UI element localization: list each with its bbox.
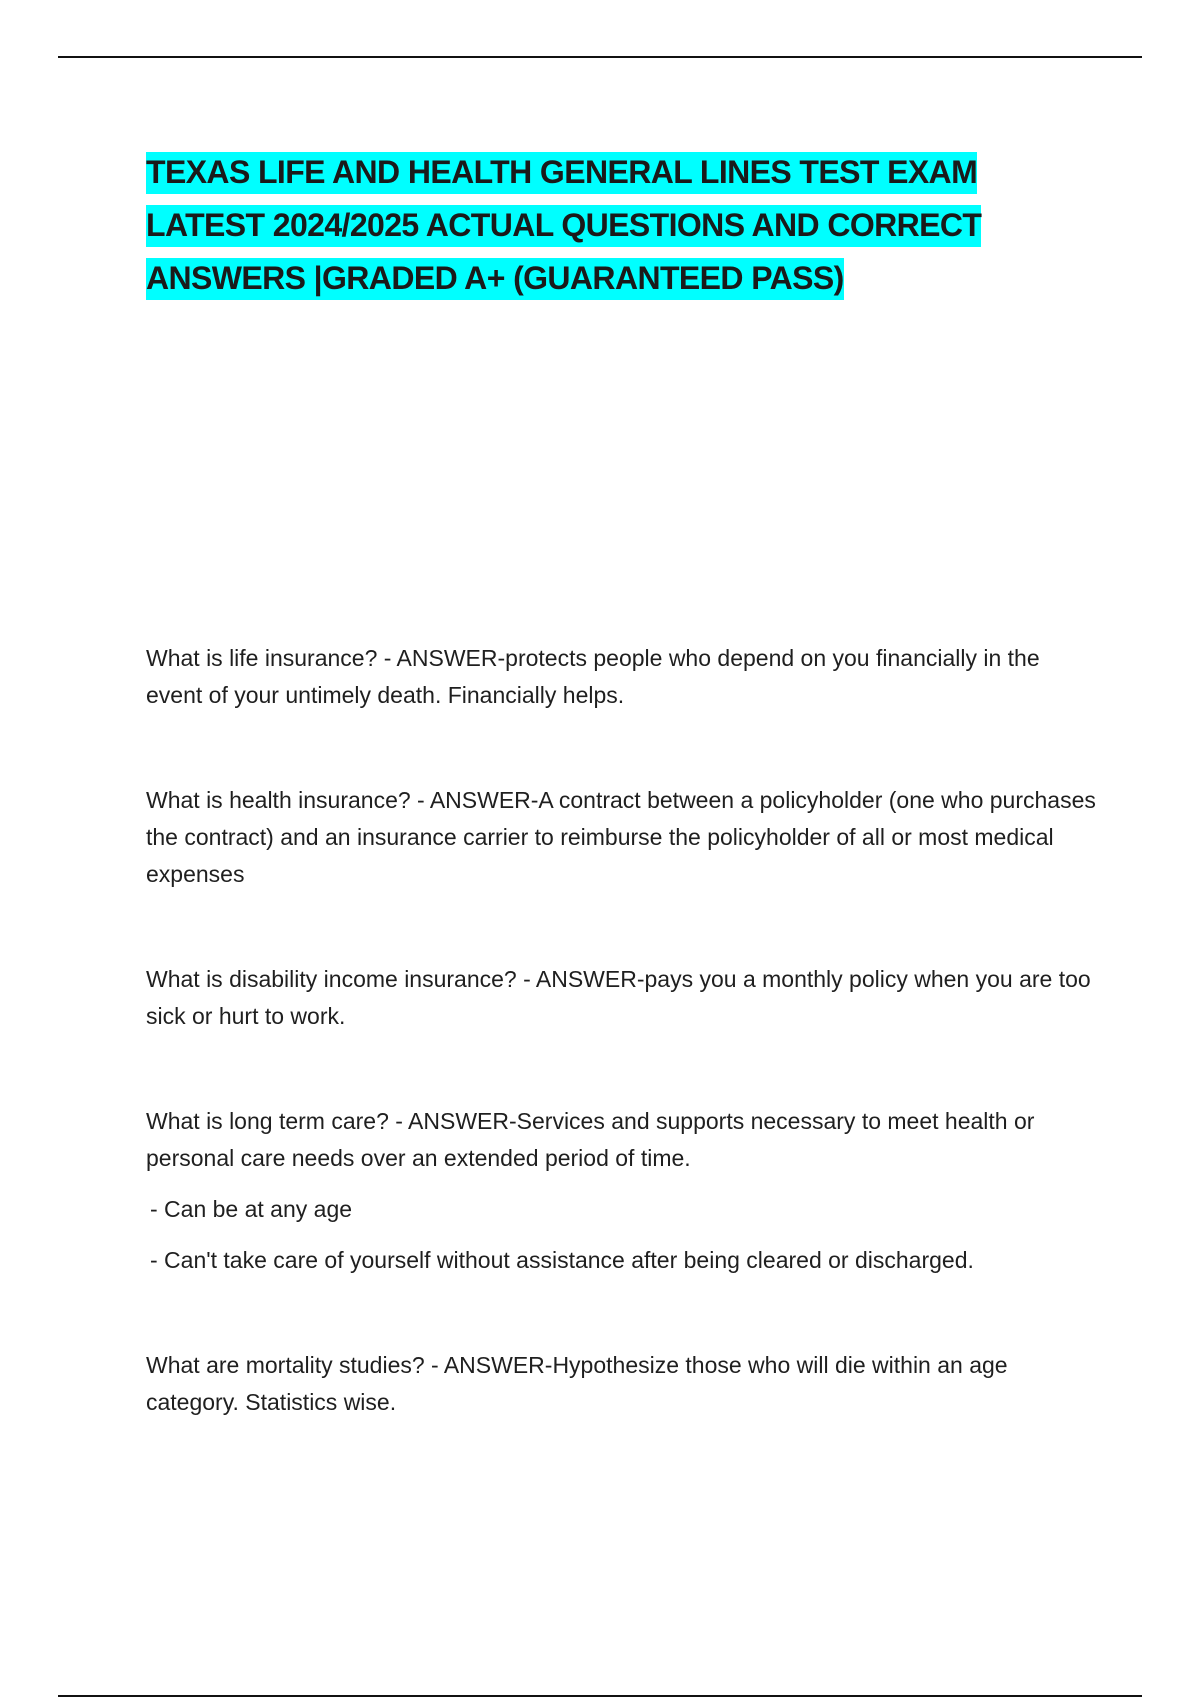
top-rule: [58, 56, 1142, 58]
qa-item-long-term-care: What is long term care? - ANSWER-Services and supports necessary to meet health or personal care needs over an extended period of time.: [146, 1108, 1035, 1171]
qa-item-health-insurance: What is health insurance? - ANSWER-A contract between a policyholder (one who purchases the contract) and an insurance carrier to reimburse the policyholder of all or most medical expenses: [146, 787, 1096, 887]
bottom-rule: [58, 1695, 1142, 1697]
document-title: [146, 146, 1086, 305]
qa-list: [146, 640, 1096, 1421]
qa-item-mortality-studies: What are mortality studies? - ANSWER-Hypothesize those who will die within an age category. Statistics wise.: [146, 1352, 1008, 1415]
title-highlight: TEXAS LIFE AND HEALTH GENERAL LINES TEST EXAM LATEST 2024/2025 ACTUAL QUESTIONS AND CORRECT ANSWERS |GRADED A+ (GUARANTEED PASS): [146, 152, 981, 300]
qa-item-disability-income: What is disability income insurance? - ANSWER-pays you a monthly policy when you are too sick or hurt to work.: [146, 966, 1091, 1029]
qa-bullet-any-age: - Can be at any age: [150, 1196, 353, 1222]
qa-item-life-insurance: What is life insurance? - ANSWER-protects people who depend on you financially in the event of your untimely death. Financially helps.: [146, 645, 1040, 708]
qa-bullet-assistance: - Can't take care of yourself without assistance after being cleared or discharged.: [150, 1247, 974, 1273]
